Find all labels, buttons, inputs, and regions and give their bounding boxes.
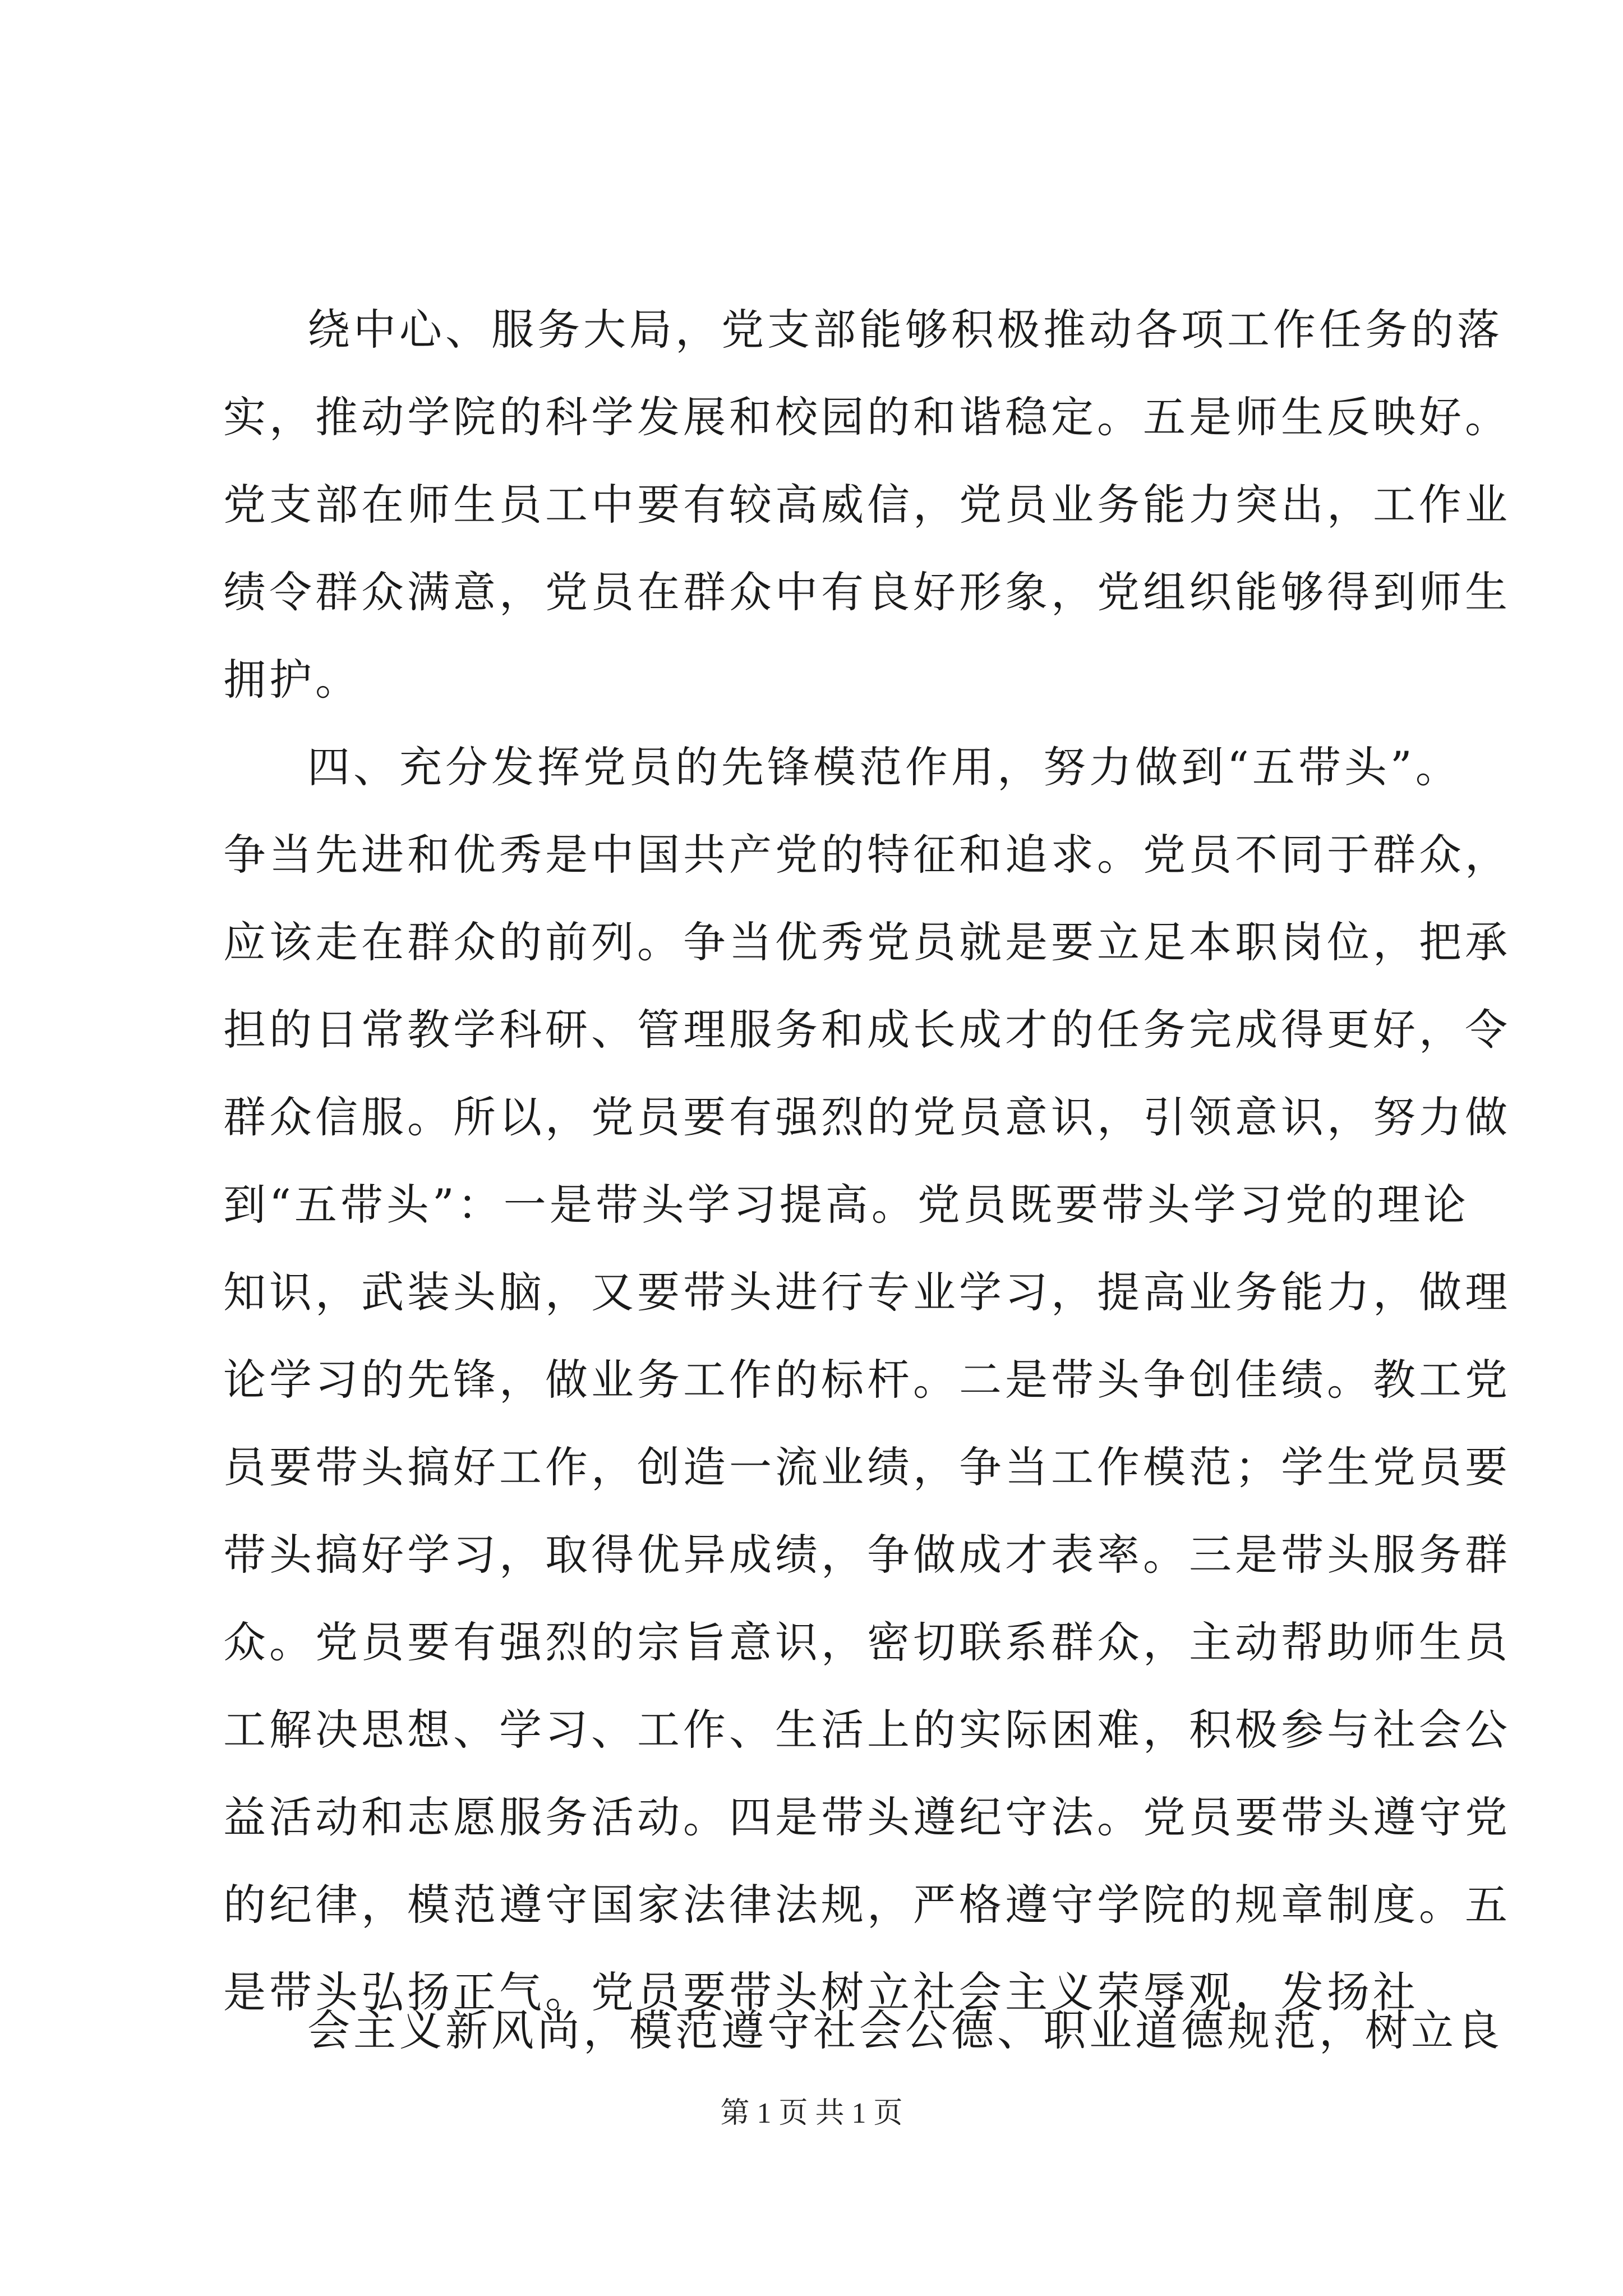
paragraph-line: 工解决思想、学习、工作、生活上的实际困难，积极参与社会公 — [223, 1705, 1511, 1755]
page-footer — [0, 2091, 1623, 2136]
paragraph-line: 到“五带头”：一是带头学习提高。党员既要带头学习党的理论 — [223, 1180, 1469, 1230]
paragraph-line: 众。党员要有强烈的宗旨意识，密切联系群众，主动帮助师生员 — [223, 1617, 1511, 1667]
paragraph-line: 是带头弘扬正气。党员要带头树立社会主义荣辱观，发扬社 — [223, 1967, 1419, 2017]
paragraph-line: 员要带头搞好工作，创造一流业绩，争当工作模范；学生党员要 — [223, 1442, 1511, 1492]
page-number-label: 第 1 页 共 1 页 — [720, 2097, 903, 2129]
paragraph-line: 实，推动学院的科学发展和校园的和谐稳定。五是师生反映好。 — [223, 392, 1511, 442]
paragraph-line: 知识，武装头脑，又要带头进行专业学习，提高业务能力，做理 — [223, 1267, 1511, 1317]
paragraph-line: 论学习的先锋，做业务工作的标杆。二是带头争创佳绩。教工党 — [223, 1355, 1511, 1405]
paragraph-line: 会主义新风尚，模范遵守社会公德、职业道德规范，树立良 — [307, 2005, 1503, 2055]
paragraph-line: 拥护。 — [223, 655, 361, 705]
paragraph-line: 绩令群众满意，党员在群众中有良好形象，党组织能够得到师生 — [223, 567, 1511, 617]
paragraph-line: 带头搞好学习，取得优异成绩，争做成才表率。三是带头服务群 — [223, 1530, 1511, 1580]
paragraph-line: 益活动和志愿服务活动。四是带头遵纪守法。党员要带头遵守党 — [223, 1792, 1511, 1842]
paragraph-line: 绕中心、服务大局，党支部能够积极推动各项工作任务的落 — [307, 305, 1503, 355]
paragraph-line: 争当先进和优秀是中国共产党的特征和追求。党员不同于群众， — [223, 830, 1511, 880]
section-heading-line: 四、充分发挥党员的先锋模范作用，努力做到“五带头”。 — [307, 742, 1461, 792]
paragraph-line: 群众信服。所以，党员要有强烈的党员意识，引领意识，努力做 — [223, 1092, 1511, 1142]
paragraph-line: 党支部在师生员工中要有较高威信，党员业务能力突出，工作业 — [223, 480, 1511, 530]
paragraph-line: 应该走在群众的前列。争当优秀党员就是要立足本职岗位，把承 — [223, 917, 1511, 967]
paragraph-line: 担的日常教学科研、管理服务和成长成才的任务完成得更好，令 — [223, 1005, 1511, 1055]
paragraph-line: 的纪律，模范遵守国家法律法规，严格遵守学院的规章制度。五 — [223, 1880, 1511, 1930]
